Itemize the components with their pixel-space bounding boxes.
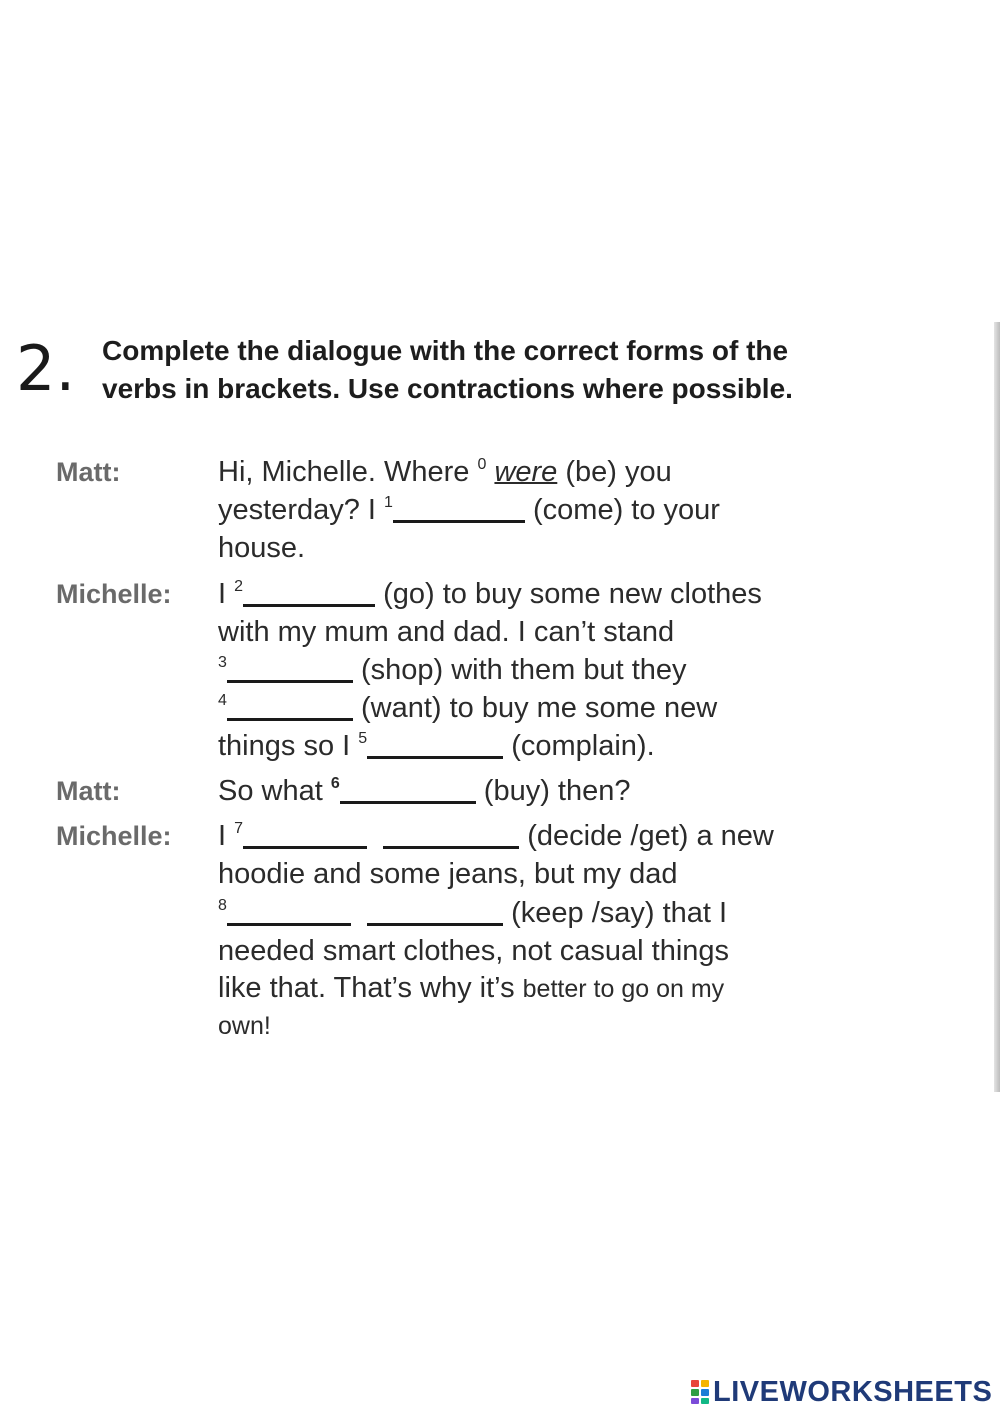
brand-name: LIVEWORKSHEETS [713,1375,993,1408]
speaker-label: Matt: [56,776,121,806]
answer-blank-3[interactable] [227,654,353,683]
gap-number: 5 [358,730,368,747]
gap-number: 2 [234,578,244,595]
dialogue-line: needed smart clothes, not casual things [218,935,730,967]
answer-blank-2[interactable] [243,578,375,607]
gap-number: 8 [218,897,227,914]
dialogue-line: hoodie and some jeans, but my dad [218,858,678,890]
answer-blank-4[interactable] [227,692,353,721]
dialogue-line: house. [218,532,306,564]
exercise-number: 2. [16,332,76,405]
gap-number: 3 [218,654,227,671]
gap-number: 6 [330,775,340,792]
speaker-label: Matt: [56,457,121,487]
speaker-label: Michelle: [56,821,172,851]
dialogue-line: with my mum and dad. I can’t stand [218,616,675,648]
dialogue-line: $^8$ (keep /say) that I [218,897,728,929]
dialogue-line: own! [218,1012,271,1040]
liveworksheets-logo [690,1375,992,1409]
answer-blank-7b[interactable] [383,820,519,849]
page-edge-shadow [994,322,1000,1092]
dialogue-line: like that. That’s why it’s better to go on my [218,972,725,1004]
dialogue-line: I $^7$ (decide /get) a new [218,820,774,852]
answer-blank-8b[interactable] [367,897,503,926]
dialogue-line: yesterday? I $^1$ (come) to your [218,494,720,526]
answer-blank-1[interactable] [393,494,525,523]
answer-blank-8a[interactable] [227,897,351,926]
gap-number: 1 [384,494,393,511]
liveworksheets-logo-icon [690,1379,710,1405]
answer-blank-6[interactable] [340,775,476,804]
dialogue-line: So what $^6$ (buy) then? [218,775,631,807]
gap-number: 0 [477,456,487,473]
example-answer: were [494,456,558,488]
dialogue-line: Hi, Michelle. Where $^0$ were (be) you [218,456,672,488]
dialogue-line: $^3$ (shop) with them but they [218,654,687,686]
speaker-label: Michelle: [56,579,172,609]
dialogue-line: I $^2$ (go) to buy some new clothes [218,578,762,610]
answer-blank-5[interactable] [367,730,503,759]
dialogue-line: $^4$ (want) to buy me some new [218,692,718,724]
exercise-instructions: Complete the dialogue with the correct forms of the verbs in brackets. Use contractions where possible. [102,335,793,404]
gap-number: 7 [234,820,244,837]
answer-blank-7a[interactable] [243,820,367,849]
gap-number: 4 [218,692,227,709]
dialogue-line: things so I $^5$ (complain). [218,730,655,762]
